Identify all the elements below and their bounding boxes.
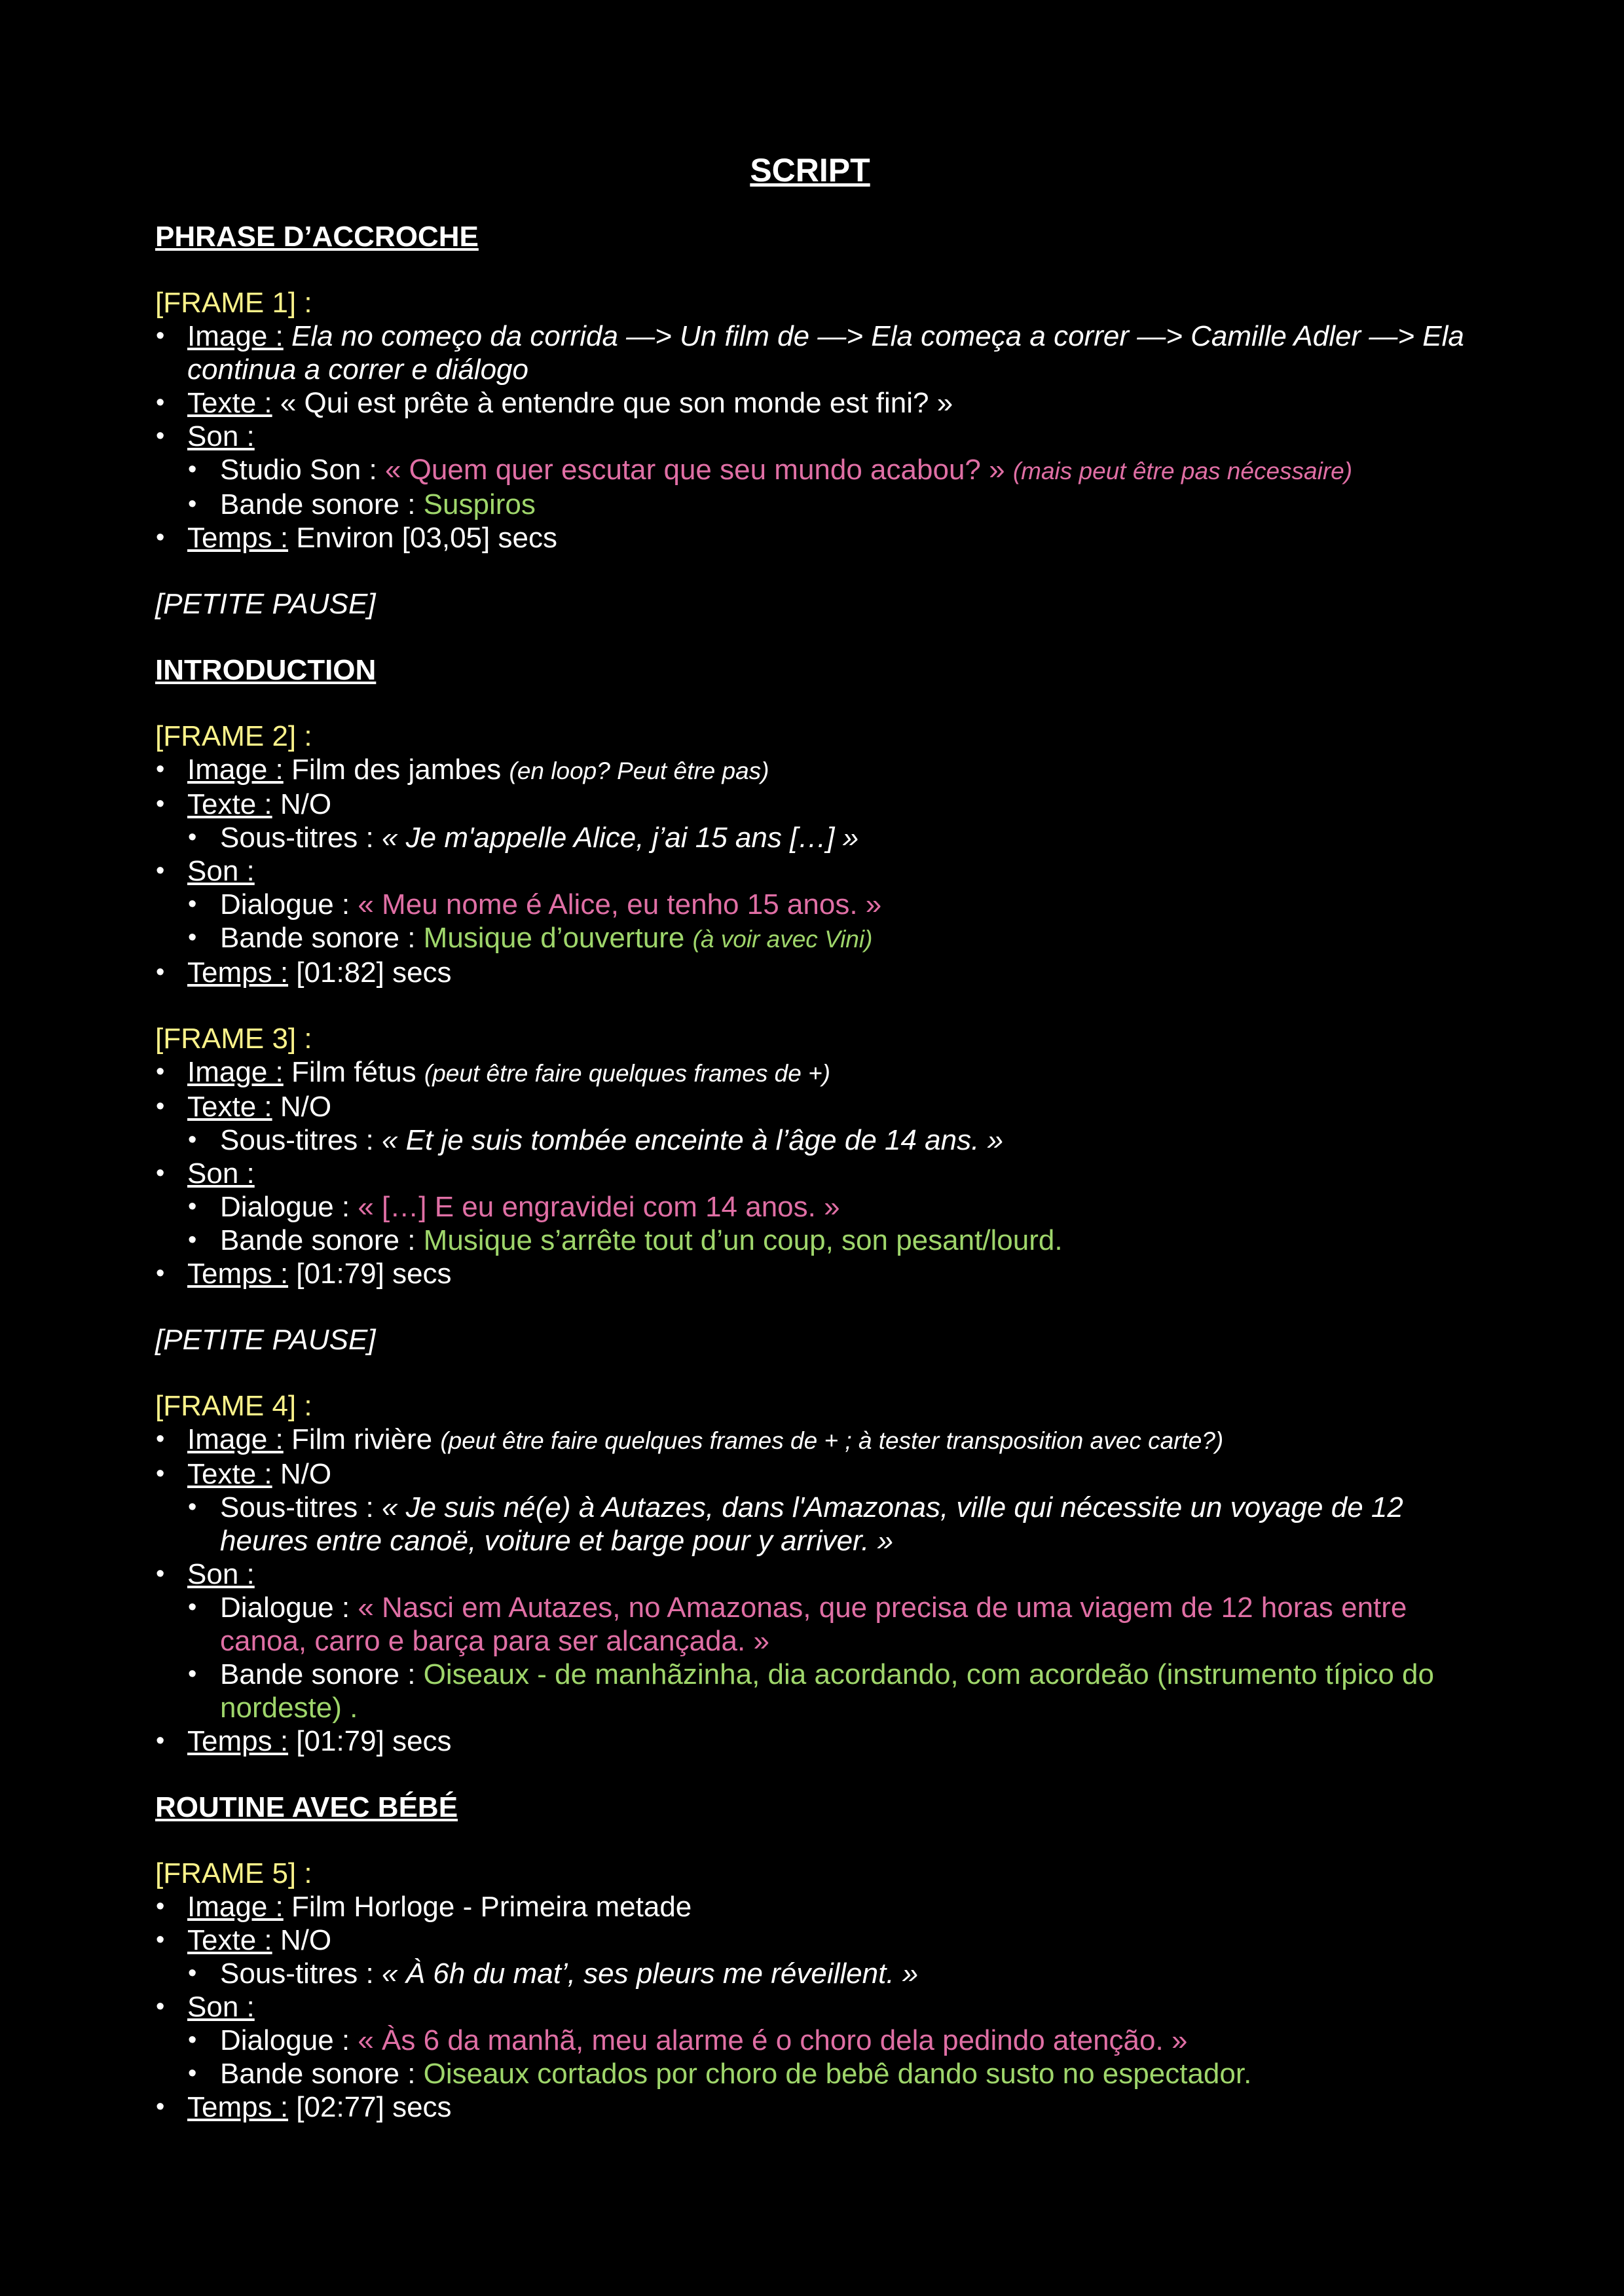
temps-label: Temps : (187, 1258, 289, 1290)
frame-5-temps-value: [02:77] secs (296, 2091, 452, 2123)
frame-2-texte-value: N/O (280, 788, 332, 820)
frame-3-image-text: Film fétus (291, 1056, 424, 1088)
bande-sonore-label: Bande sonore : (220, 922, 424, 954)
frame-5-list (155, 1890, 1465, 2124)
dialogue-label: Dialogue : (220, 2024, 358, 2056)
petite-pause-2: [PETITE PAUSE] (155, 1324, 376, 1356)
frame-4-bande-sonore-value: Oiseaux - de manhãzinha, dia acordando, com acordeão (instrumento típico do nordeste) . (220, 1658, 1435, 1724)
frame-5-son (155, 1990, 1465, 2090)
frame-5-dialogue-value: « Às 6 da manhã, meu alarme é o choro dela pedindo atenção. » (358, 2024, 1188, 2056)
frame-5-bande-sonore (187, 2057, 1465, 2090)
frame-3-label: [FRAME 3] : (155, 1023, 312, 1055)
frame-3-temps-value: [01:79] secs (296, 1258, 452, 1290)
frame-5-image (155, 1890, 1465, 1923)
frame-1-texte (155, 386, 1465, 420)
frame-1-studio-son-value: « Quem quer escutar que seu mundo acabou? » (384, 454, 1013, 486)
image-label: Image : (187, 1056, 284, 1088)
sous-titres-label: Sous-titres : (220, 1958, 382, 1990)
frame-4-temps (155, 1724, 1465, 1758)
frame-4-dialogue-value: « Nasci em Autazes, no Amazonas, que precisa de uma viagem de 12 horas entre canoa, carro e barça para ser alcançada. » (220, 1592, 1407, 1657)
frame-1-texte-value: « Qui est prête à entendre que son monde est fini? » (280, 387, 953, 419)
texte-label: Texte : (187, 387, 272, 419)
frame-2-bande-sonore (187, 921, 1465, 956)
son-label: Son : (187, 420, 255, 452)
temps-label: Temps : (187, 522, 289, 554)
frame-4-image-note: (peut être faire quelques frames de + ; à tester transposition avec carte?) (440, 1427, 1224, 1454)
bande-sonore-label: Bande sonore : (220, 2058, 424, 2090)
texte-label: Texte : (187, 1091, 272, 1123)
bande-sonore-label: Bande sonore : (220, 1224, 424, 1256)
temps-label: Temps : (187, 1725, 289, 1757)
sous-titres-label: Sous-titres : (220, 1124, 382, 1156)
dialogue-label: Dialogue : (220, 1592, 358, 1624)
frame-3-image (155, 1055, 1465, 1090)
son-label: Son : (187, 1558, 255, 1590)
frame-5-texte (155, 1923, 1465, 1990)
frame-1-studio-son-note: (mais peut être pas nécessaire) (1012, 458, 1353, 484)
frame-1-list (155, 319, 1465, 555)
frame-5-sous-titres (187, 1957, 1465, 1990)
studio-son-label: Studio Son : (220, 454, 385, 486)
frame-5-sous-titres-value: « À 6h du mat’, ses pleurs me réveillent. » (381, 1958, 919, 1990)
frame-3-sous-titres (187, 1123, 1465, 1157)
dialogue-label: Dialogue : (220, 888, 358, 920)
texte-label: Texte : (187, 1458, 272, 1490)
sous-titres-label: Sous-titres : (220, 822, 382, 854)
frame-1-son (155, 420, 1465, 521)
frame-5-label: [FRAME 5] : (155, 1857, 312, 1889)
frame-1-studio-son (187, 453, 1465, 488)
frame-5-temps (155, 2090, 1465, 2124)
frame-2-temps-value: [01:82] secs (296, 957, 452, 989)
frame-5-image-text: Film Horloge - Primeira metade (291, 1891, 692, 1923)
frame-2-list (155, 753, 1465, 989)
frame-1-bande-sonore (187, 488, 1465, 521)
frame-3-son (155, 1157, 1465, 1257)
bande-sonore-label: Bande sonore : (220, 1658, 424, 1690)
frame-1-bande-sonore-value: Suspiros (423, 488, 536, 520)
frame-4-sous-titres-value: « Je suis né(e) à Autazes, dans l'Amazonas, ville qui nécessite un voyage de 12 heures entre canoë, voiture et barge pour y arriver. » (220, 1491, 1403, 1557)
frame-4-list (155, 1423, 1465, 1758)
frame-2-dialogue-value: « Meu nome é Alice, eu tenho 15 anos. » (358, 888, 882, 920)
frame-5-texte-value: N/O (280, 1924, 332, 1956)
section-heading-introduction: INTRODUCTION (155, 654, 377, 686)
frame-2-sous-titres-value: « Je m'appelle Alice, j’ai 15 ans […] » (381, 822, 859, 854)
temps-label: Temps : (187, 2091, 289, 2123)
frame-5-bande-sonore-value: Oiseaux cortados por choro de bebê dando susto no espectador. (423, 2058, 1252, 2090)
image-label: Image : (187, 754, 284, 786)
image-label: Image : (187, 1891, 284, 1923)
frame-3-bande-sonore-value: Musique s’arrête tout d’un coup, son pesant/lourd. (423, 1224, 1063, 1256)
frame-4-bande-sonore (187, 1658, 1465, 1724)
page-title: SCRIPT (750, 152, 870, 189)
frame-1-image (155, 319, 1465, 386)
texte-label: Texte : (187, 1924, 272, 1956)
frame-3-image-note: (peut être faire quelques frames de +) (424, 1060, 830, 1087)
frame-2-son (155, 854, 1465, 956)
frame-3-list (155, 1055, 1465, 1290)
frame-3-dialogue (187, 1190, 1465, 1224)
texte-label: Texte : (187, 788, 272, 820)
frame-5-dialogue (187, 2024, 1465, 2057)
image-label: Image : (187, 320, 284, 352)
dialogue-label: Dialogue : (220, 1191, 358, 1223)
frame-4-texte-value: N/O (280, 1458, 332, 1490)
frame-4-image (155, 1423, 1465, 1457)
sous-titres-label: Sous-titres : (220, 1491, 382, 1523)
frame-2-label: [FRAME 2] : (155, 720, 312, 752)
frame-4-son (155, 1558, 1465, 1724)
frame-2-texte (155, 788, 1465, 854)
frame-2-image-text: Film des jambes (291, 754, 509, 786)
frame-3-texte (155, 1090, 1465, 1157)
image-label: Image : (187, 1423, 284, 1455)
frame-2-bande-sonore-note: (à voir avec Vini) (692, 926, 873, 953)
frame-4-image-text: Film rivière (291, 1423, 441, 1455)
frame-4-dialogue (187, 1591, 1465, 1658)
frame-2-temps (155, 956, 1465, 989)
frame-1-temps-value: Environ [03,05] secs (296, 522, 557, 554)
section-heading-accroche: PHRASE D’ACCROCHE (155, 221, 479, 253)
frame-4-texte (155, 1457, 1465, 1558)
section-heading-routine: ROUTINE AVEC BÉBÉ (155, 1791, 458, 1823)
frame-4-label: [FRAME 4] : (155, 1390, 312, 1422)
frame-3-temps (155, 1257, 1465, 1290)
frame-3-dialogue-value: « […] E eu engravidei com 14 anos. » (358, 1191, 840, 1223)
frame-4-temps-value: [01:79] secs (296, 1725, 452, 1757)
frame-1-image-text: Ela no começo da corrida —> Un film de —> Ela começa a correr —> Camille Adler —> Ela continua a correr e diálogo (187, 320, 1464, 386)
temps-label: Temps : (187, 957, 289, 989)
frame-1-temps (155, 521, 1465, 555)
frame-3-texte-value: N/O (280, 1091, 332, 1123)
frame-2-bande-sonore-value: Musique d’ouverture (423, 922, 693, 954)
son-label: Son : (187, 855, 255, 887)
frame-2-image-note: (en loop? Peut être pas) (509, 757, 769, 784)
frame-2-sous-titres (187, 821, 1465, 854)
bande-sonore-label: Bande sonore : (220, 488, 424, 520)
frame-2-dialogue (187, 888, 1465, 921)
frame-3-bande-sonore (187, 1224, 1465, 1257)
petite-pause-1: [PETITE PAUSE] (155, 588, 376, 620)
son-label: Son : (187, 1991, 255, 2023)
son-label: Son : (187, 1157, 255, 1190)
frame-3-sous-titres-value: « Et je suis tombée enceinte à l’âge de 14 ans. » (381, 1124, 1004, 1156)
frame-2-image (155, 753, 1465, 788)
frame-4-sous-titres (187, 1491, 1465, 1558)
frame-1-label: [FRAME 1] : (155, 287, 312, 319)
